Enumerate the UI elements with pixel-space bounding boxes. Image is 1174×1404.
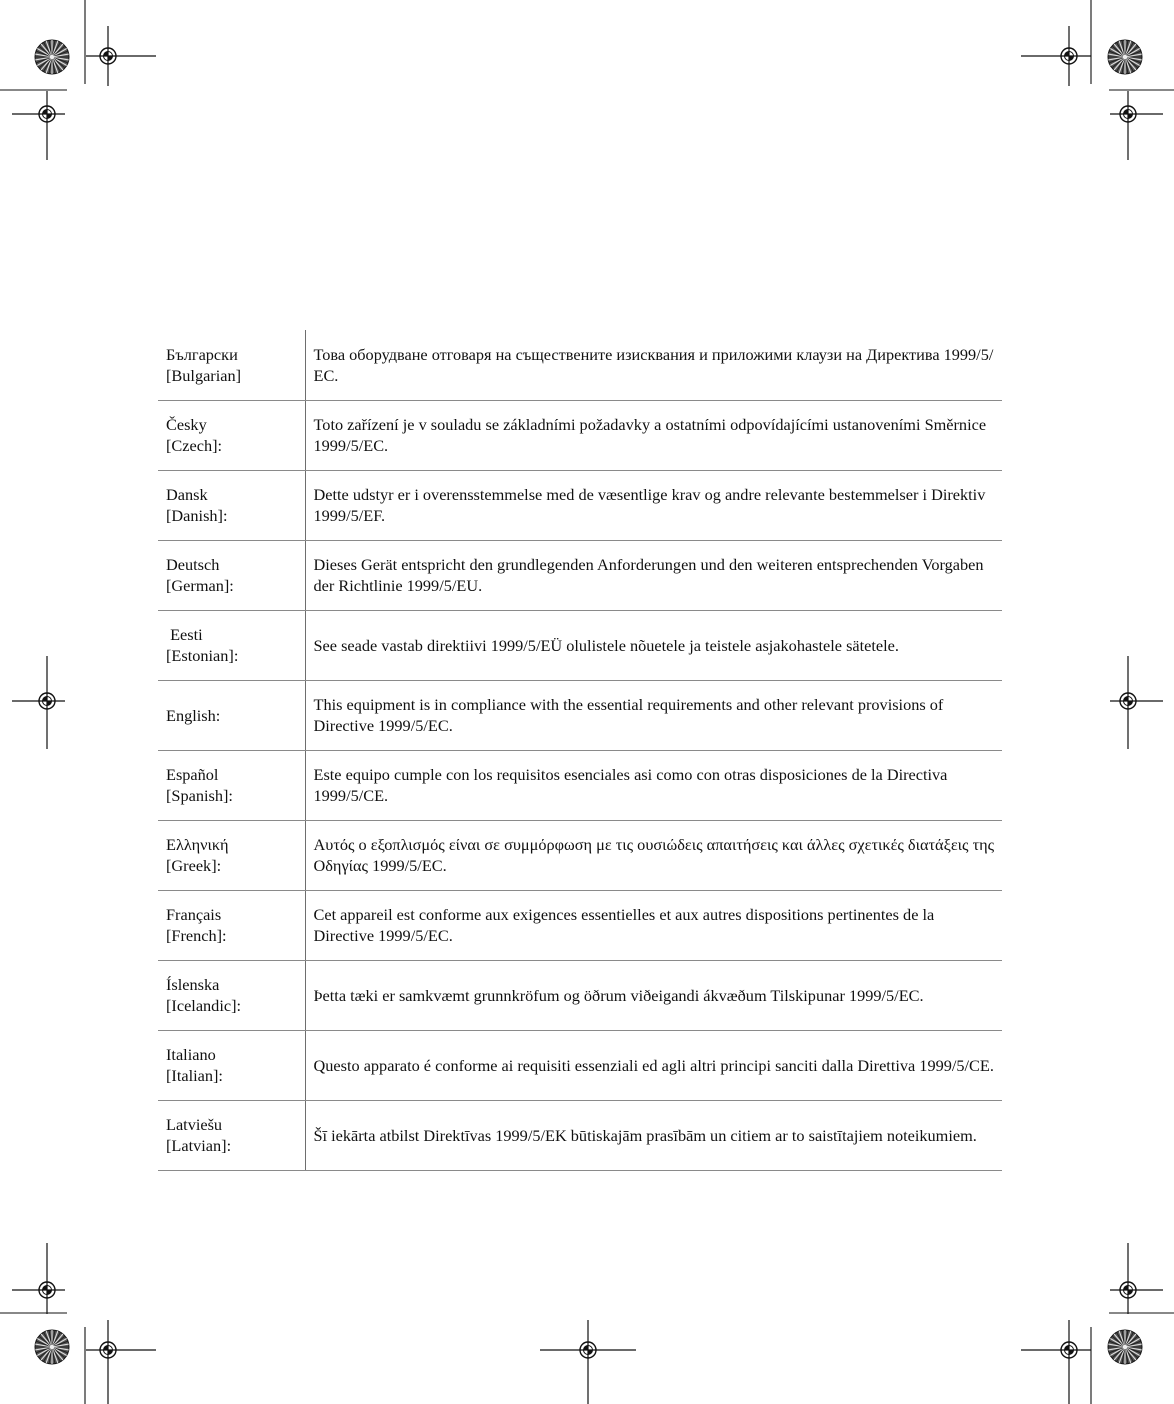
table-row xyxy=(158,540,1002,610)
registration-crosshair-icon xyxy=(12,1243,65,1314)
declaration-text: Þetta tæki er samkvæmt grunnkröfum og öðrum viðeigandi ákvæðum Tilskipunar 1999/5/EC. xyxy=(305,960,1002,1030)
table-row xyxy=(158,400,1002,470)
language-english-name: [Icelandic]: xyxy=(166,996,242,1015)
table-row xyxy=(158,820,1002,890)
declaration-of-conformity-table xyxy=(158,330,1002,1171)
language-cell xyxy=(158,960,305,1030)
language-name: Italiano xyxy=(166,1045,216,1064)
declaration-text: See seade vastab direktiivi 1999/5/EÜ olulistele nõuetele ja teistele asjakohastele sätetele. xyxy=(305,610,1002,680)
registration-crosshair-icon xyxy=(1021,1320,1091,1404)
table-row xyxy=(158,750,1002,820)
language-english-name: [French]: xyxy=(166,926,227,945)
declaration-text: Šī iekārta atbilst Direktīvas 1999/5/EK būtiskajām prasībām un citiem ar to saistītajiem noteikumiem. xyxy=(305,1100,1002,1170)
registration-crosshair-icon xyxy=(1110,91,1163,160)
declaration-text: Това оборудване отговаря на съществените изисквания и приложими клаузи на Директива 1999/5/ЕС. xyxy=(305,330,1002,400)
language-name: Latviešu xyxy=(166,1115,223,1134)
table-row xyxy=(158,680,1002,750)
table-row xyxy=(158,330,1002,400)
language-english-name: [Italian]: xyxy=(166,1066,223,1085)
registration-crosshair-icon xyxy=(1021,26,1091,86)
language-name: Dansk xyxy=(166,485,208,504)
language-english-name: [Greek]: xyxy=(166,856,222,875)
language-name: Íslenska xyxy=(166,975,220,994)
table-row xyxy=(158,1030,1002,1100)
declaration-text: Αυτός ο εξοπλισμός είναι σε συμμόρφωση με τις ουσιώδεις απαιτήσεις και άλλες σχετικές διατάξεις της Οδηγίας 1999/5/EC. xyxy=(305,820,1002,890)
language-english-name: [Danish]: xyxy=(166,506,228,525)
language-name: Eesti xyxy=(166,625,203,644)
registration-starburst-icon xyxy=(35,40,69,74)
registration-crosshair-icon xyxy=(86,26,156,86)
declaration-text: Cet appareil est conforme aux exigences essentielles et aux autres dispositions pertinentes de la Directive 1999/5/EC. xyxy=(305,890,1002,960)
language-english-name: [German]: xyxy=(166,576,234,595)
registration-crosshair-icon xyxy=(12,91,65,160)
language-cell xyxy=(158,400,305,470)
declaration-text: Dette udstyr er i overensstemmelse med de væsentlige krav og andre relevante bestemmelser i Direktiv 1999/5/EF. xyxy=(305,470,1002,540)
declaration-text: This equipment is in compliance with the essential requirements and other relevant provisions of Directive 1999/5/EC. xyxy=(305,680,1002,750)
table-row xyxy=(158,890,1002,960)
registration-crosshair-icon xyxy=(1110,1243,1163,1314)
registration-starburst-icon xyxy=(1108,40,1142,74)
declaration-table-body xyxy=(158,330,1002,1170)
language-cell xyxy=(158,750,305,820)
declaration-text: Dieses Gerät entspricht den grundlegenden Anforderungen und den weiteren entsprechenden Vorgaben der Richtlinie 1999/5/EU. xyxy=(305,540,1002,610)
language-name: Български xyxy=(166,344,238,364)
language-cell xyxy=(158,330,305,400)
language-cell xyxy=(158,540,305,610)
registration-starburst-icon xyxy=(35,1330,69,1364)
language-name: English: xyxy=(166,705,221,725)
language-name: Deutsch xyxy=(166,555,220,574)
language-english-name: [Latvian]: xyxy=(166,1136,232,1155)
language-cell xyxy=(158,820,305,890)
language-english-name: [Spanish]: xyxy=(166,786,233,805)
declaration-text: Este equipo cumple con los requisitos esenciales asi como con otras disposiciones de la Directiva 1999/5/CE. xyxy=(305,750,1002,820)
language-cell xyxy=(158,680,305,750)
language-english-name: [Czech]: xyxy=(166,436,223,455)
registration-crosshair-icon xyxy=(540,1320,636,1404)
declaration-text: Questo apparato é conforme ai requisiti essenziali ed agli altri principi sanciti dalla Direttiva 1999/5/CE. xyxy=(305,1030,1002,1100)
registration-crosshair-icon xyxy=(1110,656,1163,749)
language-name: Ελληνική xyxy=(166,835,229,854)
language-cell xyxy=(158,1100,305,1170)
language-cell xyxy=(158,890,305,960)
registration-starburst-icon xyxy=(1108,1330,1142,1364)
registration-crosshair-icon xyxy=(12,656,65,749)
declaration-text: Toto zařízení je v souladu se základními požadavky a ostatními odpovídajícími ustanoveními Směrnice 1999/5/EC. xyxy=(305,400,1002,470)
language-cell xyxy=(158,470,305,540)
table-row xyxy=(158,470,1002,540)
language-name: Français xyxy=(166,905,222,924)
language-english-name: [Bulgarian] xyxy=(166,365,242,385)
language-english-name: [Estonian]: xyxy=(166,646,239,665)
table-row xyxy=(158,610,1002,680)
table-row xyxy=(158,960,1002,1030)
registration-crosshair-icon xyxy=(86,1320,156,1404)
language-name: Español xyxy=(166,765,219,784)
language-name: Česky xyxy=(166,415,207,434)
language-cell xyxy=(158,1030,305,1100)
table-row xyxy=(158,1100,1002,1170)
language-cell xyxy=(158,610,305,680)
